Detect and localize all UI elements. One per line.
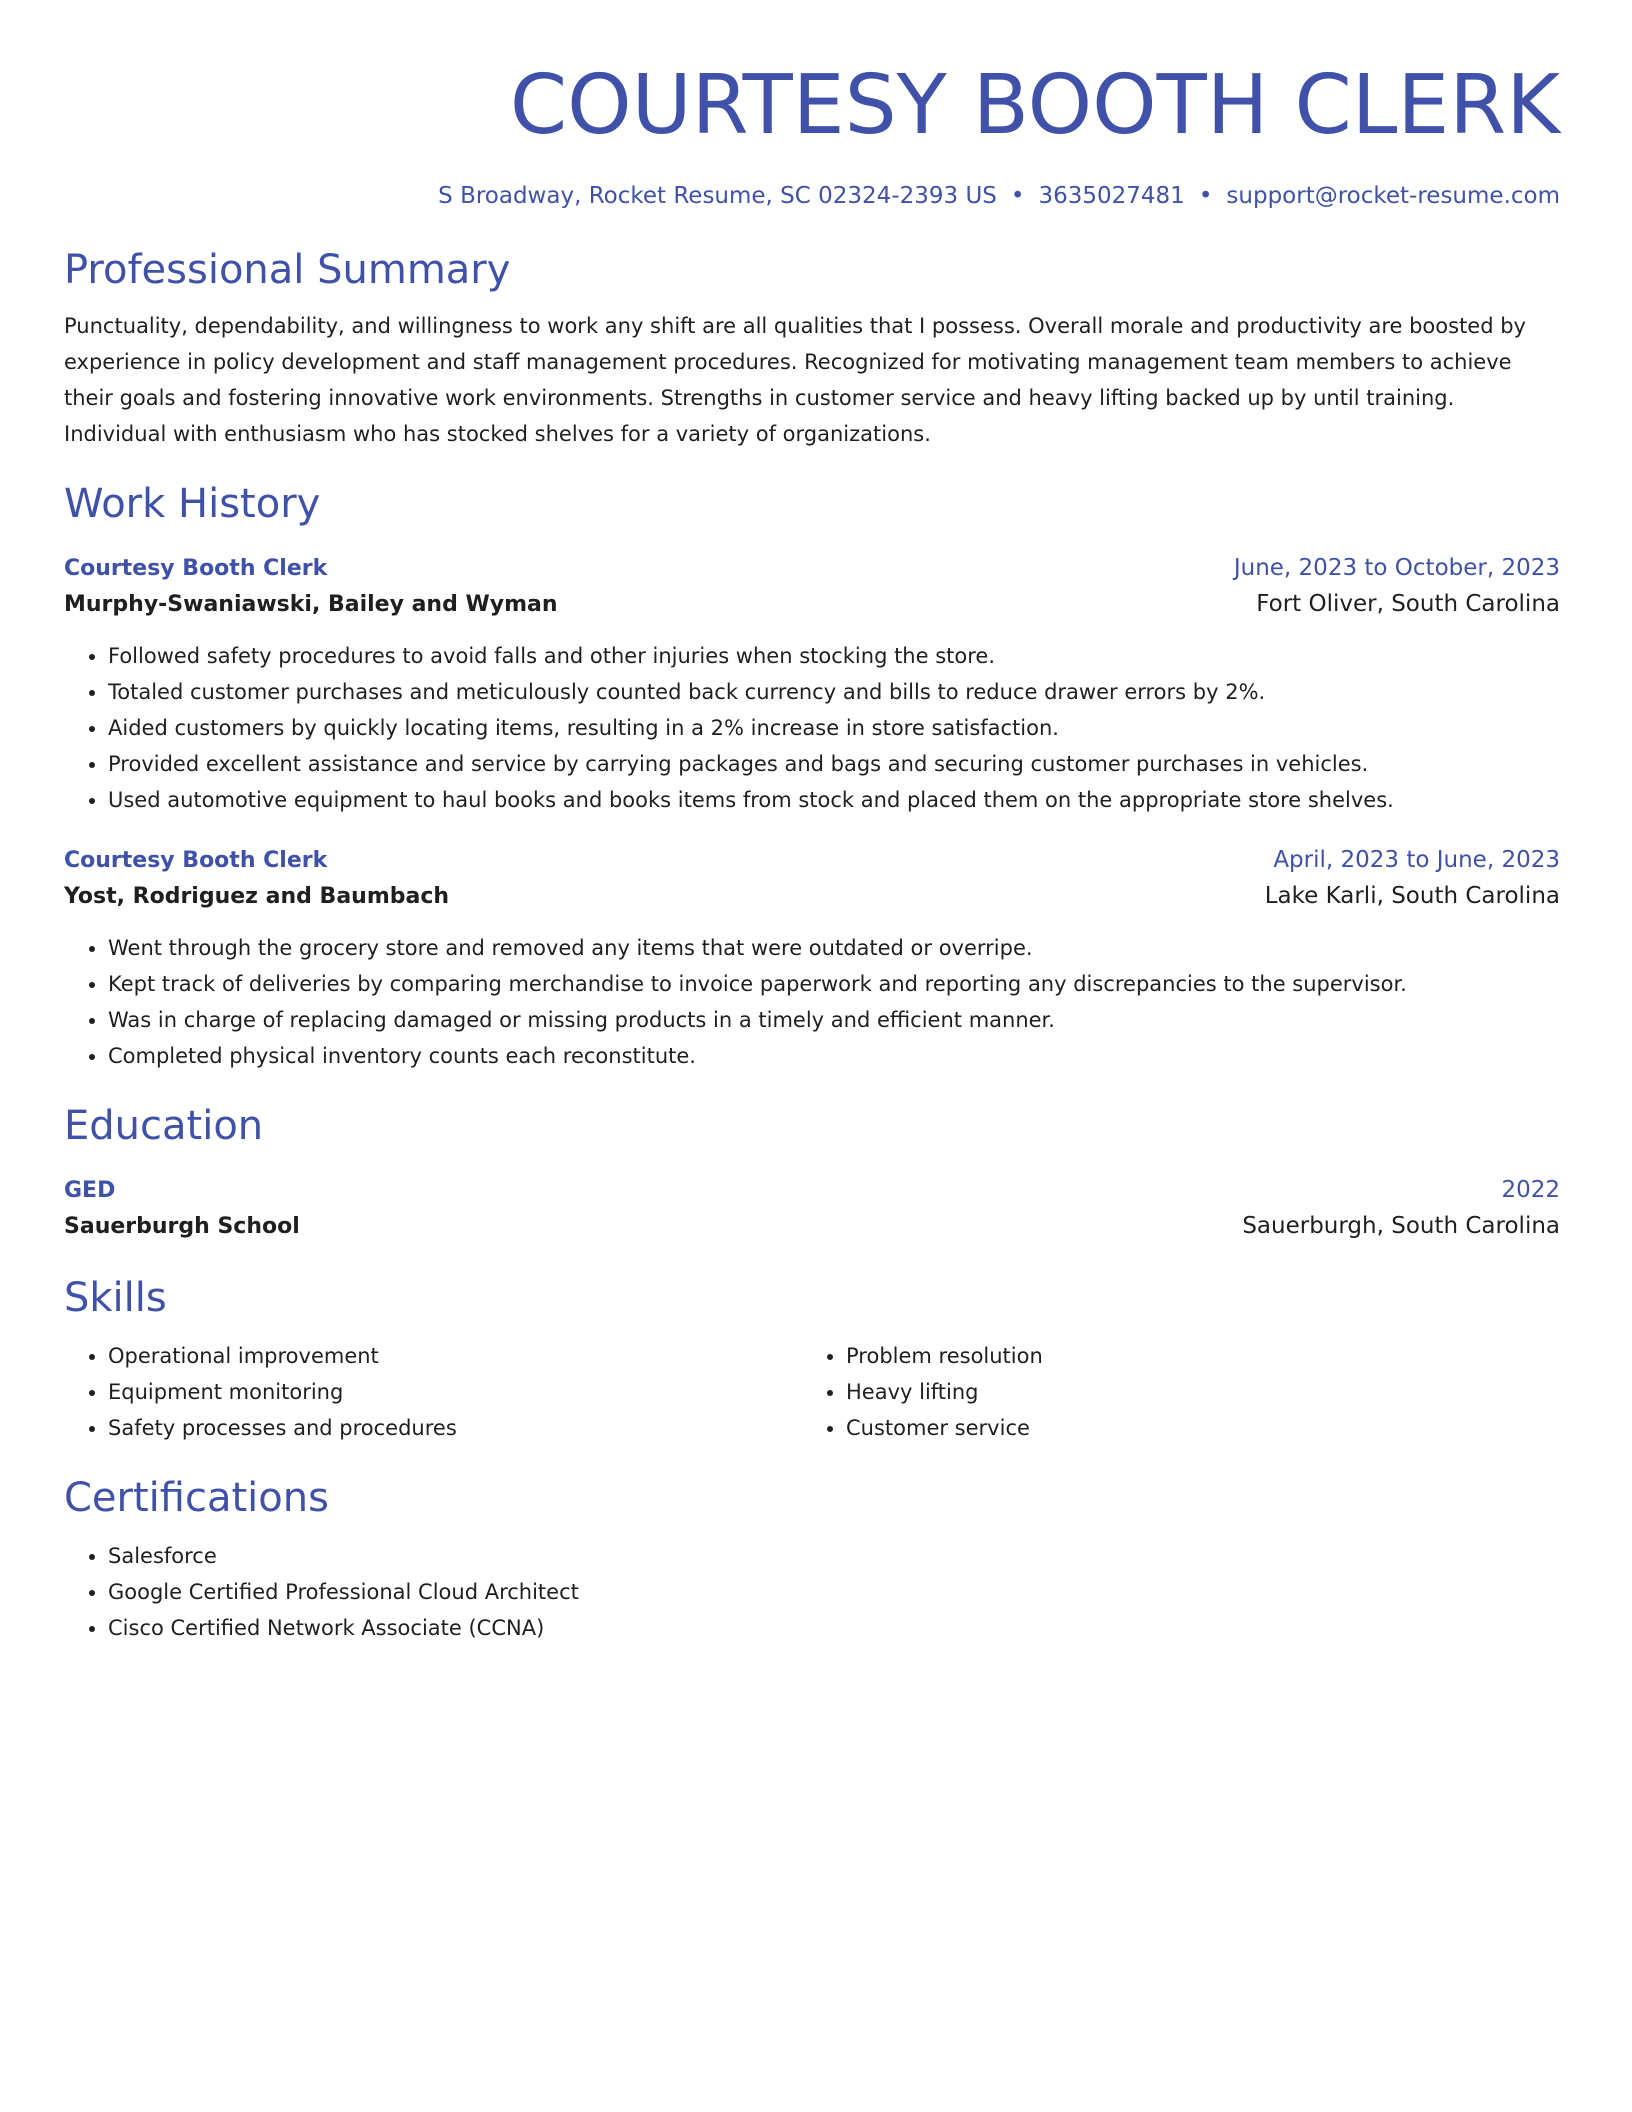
- job-company: Murphy-Swaniawski, Bailey and Wyman: [64, 592, 558, 617]
- work-entry: [64, 844, 1560, 1074]
- list-item: • Used automotive equipment to haul books and books items from stock and placed them on the appropriate store shelves.: [108, 782, 1560, 818]
- list-item: • Equipment monitoring: [108, 1374, 802, 1410]
- job-location: Fort Oliver, South Carolina: [1256, 591, 1560, 617]
- section-title-summary: Professional Summary: [64, 247, 511, 293]
- contact-phone: 3635027481: [1038, 183, 1185, 209]
- resume-page: [64, 0, 1560, 1646]
- job-bullets: [64, 930, 1560, 1074]
- list-item: • Was in charge of replacing damaged or missing products in a timely and efficient manner.: [108, 1002, 1560, 1038]
- education-degree: GED: [64, 1178, 116, 1203]
- contact-line: [64, 180, 1560, 212]
- job-dates: June, 2023 to October, 2023: [1233, 555, 1560, 581]
- contact-address: S Broadway, Rocket Resume, SC 02324-2393 US: [438, 183, 997, 209]
- list-item: • Heavy lifting: [846, 1374, 1540, 1410]
- section-title-skills: Skills: [64, 1275, 167, 1321]
- list-item: • Customer service: [846, 1410, 1540, 1446]
- list-item: • Aided customers by quickly locating items, resulting in a 2% increase in store satisfaction.: [108, 710, 1560, 746]
- job-dates: April, 2023 to June, 2023: [1273, 847, 1560, 873]
- list-item: • Safety processes and procedures: [108, 1410, 802, 1446]
- list-item: • Totaled customer purchases and meticulously counted back currency and bills to reduce drawer errors by 2%.: [108, 674, 1560, 710]
- list-item: • Salesforce: [108, 1538, 1560, 1574]
- job-bullets: [64, 638, 1560, 818]
- list-item: • Completed physical inventory counts each reconstitute.: [108, 1038, 1560, 1074]
- skills-list: [64, 1338, 1560, 1446]
- candidate-name: COURTESY BOOTH CLERK: [509, 58, 1560, 153]
- education-school: Sauerburgh School: [64, 1214, 300, 1239]
- contact-separator: •: [1010, 183, 1025, 209]
- section-title-work-history: Work History: [64, 481, 321, 527]
- list-item: • Problem resolution: [846, 1338, 1540, 1374]
- list-item: • Kept track of deliveries by comparing merchandise to invoice paperwork and reporting any discrepancies to the supervisor.: [108, 966, 1560, 1002]
- summary-text: Punctuality, dependability, and willingness to work any shift are all qualities that I possess. Overall morale and productivity are boosted by experience in policy development and staff management procedures. Recognized for motivating management team members to achieve their goals and fostering innovative work environments. Strengths in customer service and heavy lifting backed up by until training. Individual with enthusiasm who has stocked shelves for a variety of organizations.: [64, 314, 1526, 446]
- section-title-certifications: Certifications: [64, 1475, 329, 1521]
- skills-column-left: [64, 1338, 802, 1446]
- section-title-education: Education: [64, 1103, 264, 1149]
- list-item: • Provided excellent assistance and service by carrying packages and bags and securing customer purchases in vehicles.: [108, 746, 1560, 782]
- list-item: • Went through the grocery store and removed any items that were outdated or overripe.: [108, 930, 1560, 966]
- list-item: • Followed safety procedures to avoid falls and other injuries when stocking the store.: [108, 638, 1560, 674]
- contact-separator: •: [1198, 183, 1213, 209]
- list-item: • Cisco Certified Network Associate (CCNA): [108, 1610, 1560, 1646]
- work-entry: [64, 552, 1560, 818]
- job-title: Courtesy Booth Clerk: [64, 848, 328, 873]
- job-company: Yost, Rodriguez and Baumbach: [64, 884, 450, 909]
- certifications-list: [64, 1538, 1560, 1646]
- job-location: Lake Karli, South Carolina: [1264, 883, 1560, 909]
- contact-email[interactable]: support@rocket-resume.com: [1226, 183, 1560, 209]
- list-item: • Google Certified Professional Cloud Architect: [108, 1574, 1560, 1610]
- skills-column-right: [802, 1338, 1540, 1446]
- education-entry: [64, 1174, 1560, 1246]
- education-location: Sauerburgh, South Carolina: [1242, 1213, 1560, 1239]
- education-year: 2022: [1501, 1177, 1560, 1203]
- list-item: • Operational improvement: [108, 1338, 802, 1374]
- job-title: Courtesy Booth Clerk: [64, 556, 328, 581]
